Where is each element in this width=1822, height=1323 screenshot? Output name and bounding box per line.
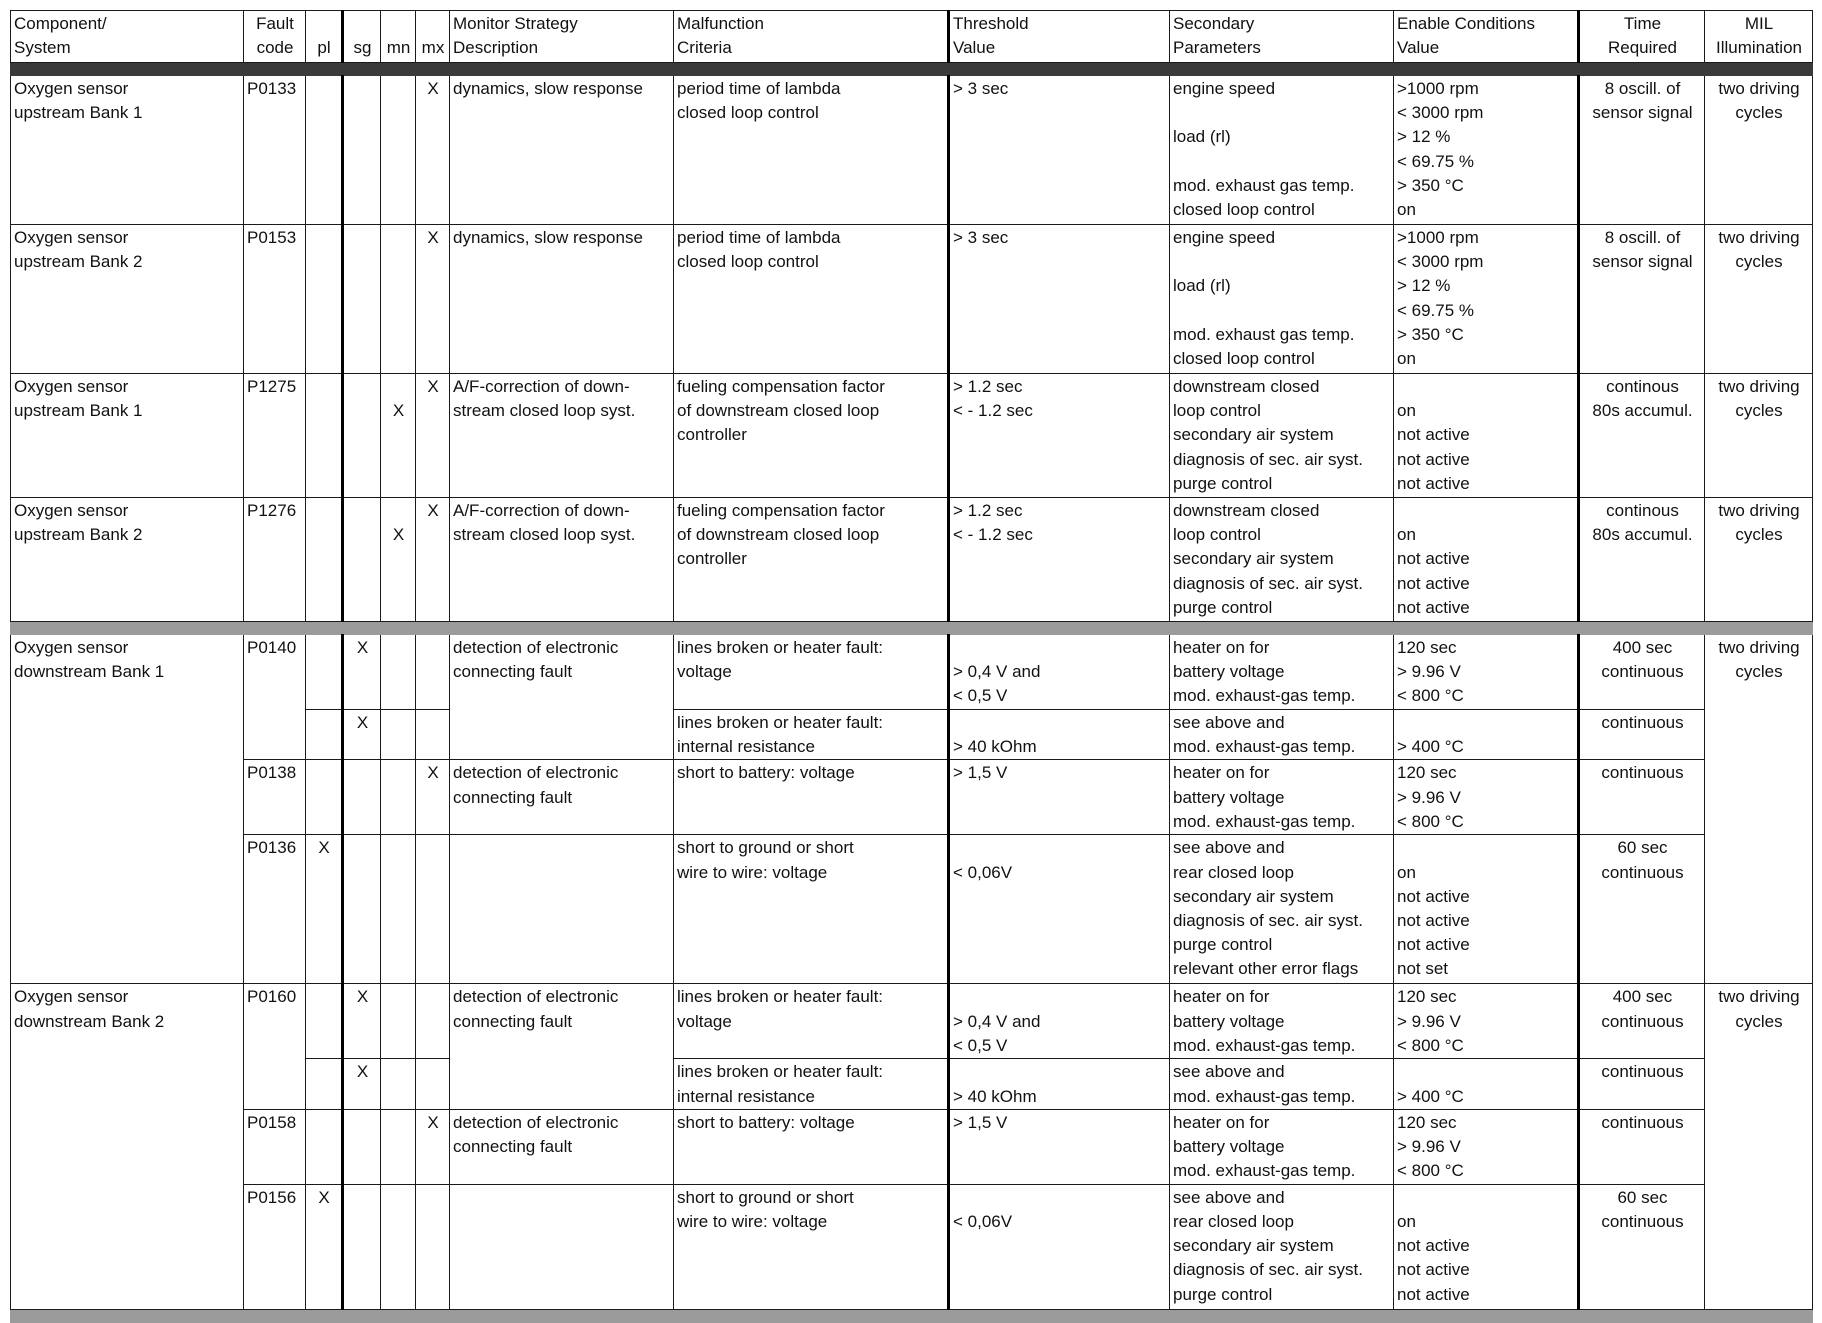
pl-cell — [306, 760, 343, 835]
monitor-cell: detection of electronic connecting fault — [450, 635, 674, 760]
component-cell: Oxygen sensor downstream Bank 2 — [11, 984, 244, 1309]
header-sg — [343, 11, 381, 63]
header-time: Time Required — [1579, 11, 1705, 63]
header-mx-label: mx — [421, 38, 445, 58]
threshold-cell: < 0,06V — [949, 835, 1170, 984]
secondary-cell: engine speed load (rl) mod. exhaust gas temp. closed loop control — [1170, 225, 1394, 374]
separator-band — [11, 1309, 1813, 1322]
table-row — [11, 760, 1813, 835]
secondary-cell: see above and mod. exhaust-gas temp. — [1170, 1059, 1394, 1109]
enable-cell: 120 sec > 9.96 V < 800 °C — [1394, 760, 1579, 835]
monitor-cell: detection of electronic connecting fault — [450, 984, 674, 1109]
enable-cell: on not active not active not active — [1394, 498, 1579, 622]
criteria-cell: short to ground or short wire to wire: voltage — [674, 1184, 949, 1309]
secondary-cell: see above and rear closed loop secondary air system diagnosis of sec. air syst. purge control — [1170, 1184, 1394, 1309]
threshold-cell: > 40 kOhm — [949, 710, 1170, 760]
enable-cell: >1000 rpm < 3000 rpm > 12 % < 69.75 % > 350 °C on — [1394, 76, 1579, 225]
component-cell: Oxygen sensor upstream Bank 1 — [11, 76, 244, 225]
time-cell: 400 sec continuous — [1579, 635, 1705, 710]
mx-cell: X — [416, 1109, 450, 1184]
separator-band — [11, 63, 1813, 76]
monitor-cell: dynamics, slow response — [450, 76, 674, 225]
table-row — [11, 225, 1813, 374]
monitor-cell: detection of electronic connecting fault — [450, 760, 674, 835]
secondary-cell: see above and mod. exhaust-gas temp. — [1170, 710, 1394, 760]
monitor-cell: detection of electronic connecting fault — [450, 1109, 674, 1184]
mn-cell — [381, 710, 416, 760]
header-threshold: Threshold Value — [949, 11, 1170, 63]
fault-code-cell: P0136 — [244, 835, 306, 984]
header-mil: MIL Illumination — [1705, 11, 1813, 63]
secondary-cell: heater on for battery voltage mod. exhaust-gas temp. — [1170, 635, 1394, 710]
mil-cell: two driving cycles — [1705, 498, 1813, 622]
secondary-cell: heater on for battery voltage mod. exhaust-gas temp. — [1170, 1109, 1394, 1184]
mx-cell: X — [416, 225, 450, 374]
threshold-cell: > 1.2 sec < - 1.2 sec — [949, 498, 1170, 622]
threshold-cell: > 1,5 V — [949, 1109, 1170, 1184]
secondary-cell: heater on for battery voltage mod. exhaust-gas temp. — [1170, 984, 1394, 1059]
enable-cell: on not active not active not active not set — [1394, 835, 1579, 984]
mil-cell: two driving cycles — [1705, 635, 1813, 984]
threshold-cell: > 0,4 V and < 0,5 V — [949, 635, 1170, 710]
sg-cell — [343, 1109, 381, 1184]
fault-code-cell: P1276 — [244, 498, 306, 622]
fault-code-cell: P0153 — [244, 225, 306, 374]
mx-cell: X — [416, 498, 450, 622]
time-cell: 60 sec continuous — [1579, 835, 1705, 984]
sg-cell — [343, 835, 381, 984]
table-row — [11, 498, 1813, 622]
secondary-cell: downstream closed loop control secondary air system diagnosis of sec. air syst. purge control — [1170, 498, 1394, 622]
sg-cell: X — [343, 710, 381, 760]
header-row — [11, 11, 1813, 63]
threshold-cell: < 0,06V — [949, 1184, 1170, 1309]
mn-cell — [381, 76, 416, 225]
threshold-cell: > 1.2 sec < - 1.2 sec — [949, 374, 1170, 498]
mil-cell: two driving cycles — [1705, 76, 1813, 225]
table-row — [11, 374, 1813, 498]
criteria-cell: lines broken or heater fault: voltage — [674, 635, 949, 710]
monitor-cell — [450, 1184, 674, 1309]
header-pl — [306, 11, 343, 63]
component-cell: Oxygen sensor upstream Bank 2 — [11, 498, 244, 622]
sg-cell — [343, 1184, 381, 1309]
criteria-cell: short to battery: voltage — [674, 760, 949, 835]
pl-cell: X — [306, 1184, 343, 1309]
mn-cell — [381, 635, 416, 710]
monitor-cell — [450, 835, 674, 984]
sg-cell — [343, 76, 381, 225]
fault-code-cell: P0160 — [244, 984, 306, 1109]
criteria-cell: fueling compensation factor of downstream closed loop controller — [674, 498, 949, 622]
threshold-cell: > 3 sec — [949, 225, 1170, 374]
fault-code-cell: P0158 — [244, 1109, 306, 1184]
mx-cell — [416, 1184, 450, 1309]
sg-cell: X — [343, 984, 381, 1059]
header-component: Component/ System — [11, 11, 244, 63]
mx-cell: X — [416, 374, 450, 498]
threshold-cell: > 0,4 V and < 0,5 V — [949, 984, 1170, 1059]
header-mn — [381, 11, 416, 63]
header-mx — [416, 11, 450, 63]
fault-code-cell: P0156 — [244, 1184, 306, 1309]
mn-cell — [381, 984, 416, 1059]
fault-code-cell: P0138 — [244, 760, 306, 835]
fault-code-cell: P0140 — [244, 635, 306, 760]
enable-cell: 120 sec > 9.96 V < 800 °C — [1394, 1109, 1579, 1184]
table-row — [11, 835, 1813, 984]
time-cell: continuous — [1579, 1109, 1705, 1184]
criteria-cell: lines broken or heater fault: internal resistance — [674, 710, 949, 760]
secondary-cell: downstream closed loop control secondary air system diagnosis of sec. air syst. purge control — [1170, 374, 1394, 498]
monitor-cell: dynamics, slow response — [450, 225, 674, 374]
time-cell: 8 oscill. of sensor signal — [1579, 225, 1705, 374]
mx-cell — [416, 835, 450, 984]
sg-cell — [343, 374, 381, 498]
monitor-cell: A/F-correction of down- stream closed loop syst. — [450, 498, 674, 622]
mn-cell — [381, 1184, 416, 1309]
obd-monitor-table — [10, 10, 1813, 1323]
separator-band — [11, 622, 1813, 635]
enable-cell: on not active not active not active — [1394, 1184, 1579, 1309]
criteria-cell: lines broken or heater fault: internal resistance — [674, 1059, 949, 1109]
header-fault-code: Fault code — [244, 11, 306, 63]
sg-cell — [343, 760, 381, 835]
pl-cell — [306, 1059, 343, 1109]
time-cell: continuous — [1579, 1059, 1705, 1109]
criteria-cell: lines broken or heater fault: voltage — [674, 984, 949, 1059]
criteria-cell: short to battery: voltage — [674, 1109, 949, 1184]
mil-cell: two driving cycles — [1705, 374, 1813, 498]
enable-cell: > 400 °C — [1394, 1059, 1579, 1109]
secondary-cell: see above and rear closed loop secondary air system diagnosis of sec. air syst. purge control relevant other error flags — [1170, 835, 1394, 984]
secondary-cell: engine speed load (rl) mod. exhaust gas temp. closed loop control — [1170, 76, 1394, 225]
sg-cell — [343, 498, 381, 622]
secondary-cell: heater on for battery voltage mod. exhaust-gas temp. — [1170, 760, 1394, 835]
mn-cell — [381, 225, 416, 374]
header-secondary: Secondary Parameters — [1170, 11, 1394, 63]
mx-cell — [416, 1059, 450, 1109]
time-cell: 60 sec continuous — [1579, 1184, 1705, 1309]
pl-cell: X — [306, 835, 343, 984]
table-row — [11, 1184, 1813, 1309]
enable-cell: on not active not active not active — [1394, 374, 1579, 498]
enable-cell: >1000 rpm < 3000 rpm > 12 % < 69.75 % > 350 °C on — [1394, 225, 1579, 374]
pl-cell — [306, 225, 343, 374]
enable-cell: 120 sec > 9.96 V < 800 °C — [1394, 635, 1579, 710]
mx-cell — [416, 984, 450, 1059]
threshold-cell: > 3 sec — [949, 76, 1170, 225]
mn-cell: X — [381, 498, 416, 622]
mx-cell — [416, 635, 450, 710]
time-cell: continuous — [1579, 710, 1705, 760]
sg-cell — [343, 225, 381, 374]
table-row — [11, 1109, 1813, 1184]
criteria-cell: period time of lambda closed loop control — [674, 225, 949, 374]
header-sg-label: sg — [353, 38, 372, 58]
fault-code-cell: P0133 — [244, 76, 306, 225]
fault-code-cell: P1275 — [244, 374, 306, 498]
header-enable: Enable Conditions Value — [1394, 11, 1579, 63]
mil-cell: two driving cycles — [1705, 984, 1813, 1309]
pl-cell — [306, 635, 343, 710]
pl-cell — [306, 710, 343, 760]
sg-cell: X — [343, 1059, 381, 1109]
mn-cell: X — [381, 374, 416, 498]
mn-cell — [381, 835, 416, 984]
table-row — [11, 635, 1813, 710]
header-malfunction: Malfunction Criteria — [674, 11, 949, 63]
header-mn-label: mn — [386, 38, 411, 58]
criteria-cell: fueling compensation factor of downstream closed loop controller — [674, 374, 949, 498]
time-cell: 8 oscill. of sensor signal — [1579, 76, 1705, 225]
pl-cell — [306, 374, 343, 498]
mx-cell: X — [416, 76, 450, 225]
header-monitor: Monitor Strategy Description — [450, 11, 674, 63]
enable-cell: > 400 °C — [1394, 710, 1579, 760]
pl-cell — [306, 498, 343, 622]
table-row — [11, 76, 1813, 225]
criteria-cell: period time of lambda closed loop control — [674, 76, 949, 225]
pl-cell — [306, 76, 343, 225]
enable-cell: 120 sec > 9.96 V < 800 °C — [1394, 984, 1579, 1059]
pl-cell — [306, 984, 343, 1059]
mn-cell — [381, 760, 416, 835]
table-row — [11, 984, 1813, 1059]
criteria-cell: short to ground or short wire to wire: voltage — [674, 835, 949, 984]
header-pl-label: pl — [317, 38, 331, 58]
mx-cell — [416, 710, 450, 760]
time-cell: continous 80s accumul. — [1579, 374, 1705, 498]
mx-cell: X — [416, 760, 450, 835]
time-cell: continuous — [1579, 760, 1705, 835]
pl-cell — [306, 1109, 343, 1184]
time-cell: continous 80s accumul. — [1579, 498, 1705, 622]
mn-cell — [381, 1109, 416, 1184]
mn-cell — [381, 1059, 416, 1109]
component-cell: Oxygen sensor upstream Bank 1 — [11, 374, 244, 498]
mil-cell: two driving cycles — [1705, 225, 1813, 374]
component-cell: Oxygen sensor upstream Bank 2 — [11, 225, 244, 374]
sg-cell: X — [343, 635, 381, 710]
threshold-cell: > 1,5 V — [949, 760, 1170, 835]
monitor-cell: A/F-correction of down- stream closed loop syst. — [450, 374, 674, 498]
time-cell: 400 sec continuous — [1579, 984, 1705, 1059]
threshold-cell: > 40 kOhm — [949, 1059, 1170, 1109]
component-cell: Oxygen sensor downstream Bank 1 — [11, 635, 244, 984]
